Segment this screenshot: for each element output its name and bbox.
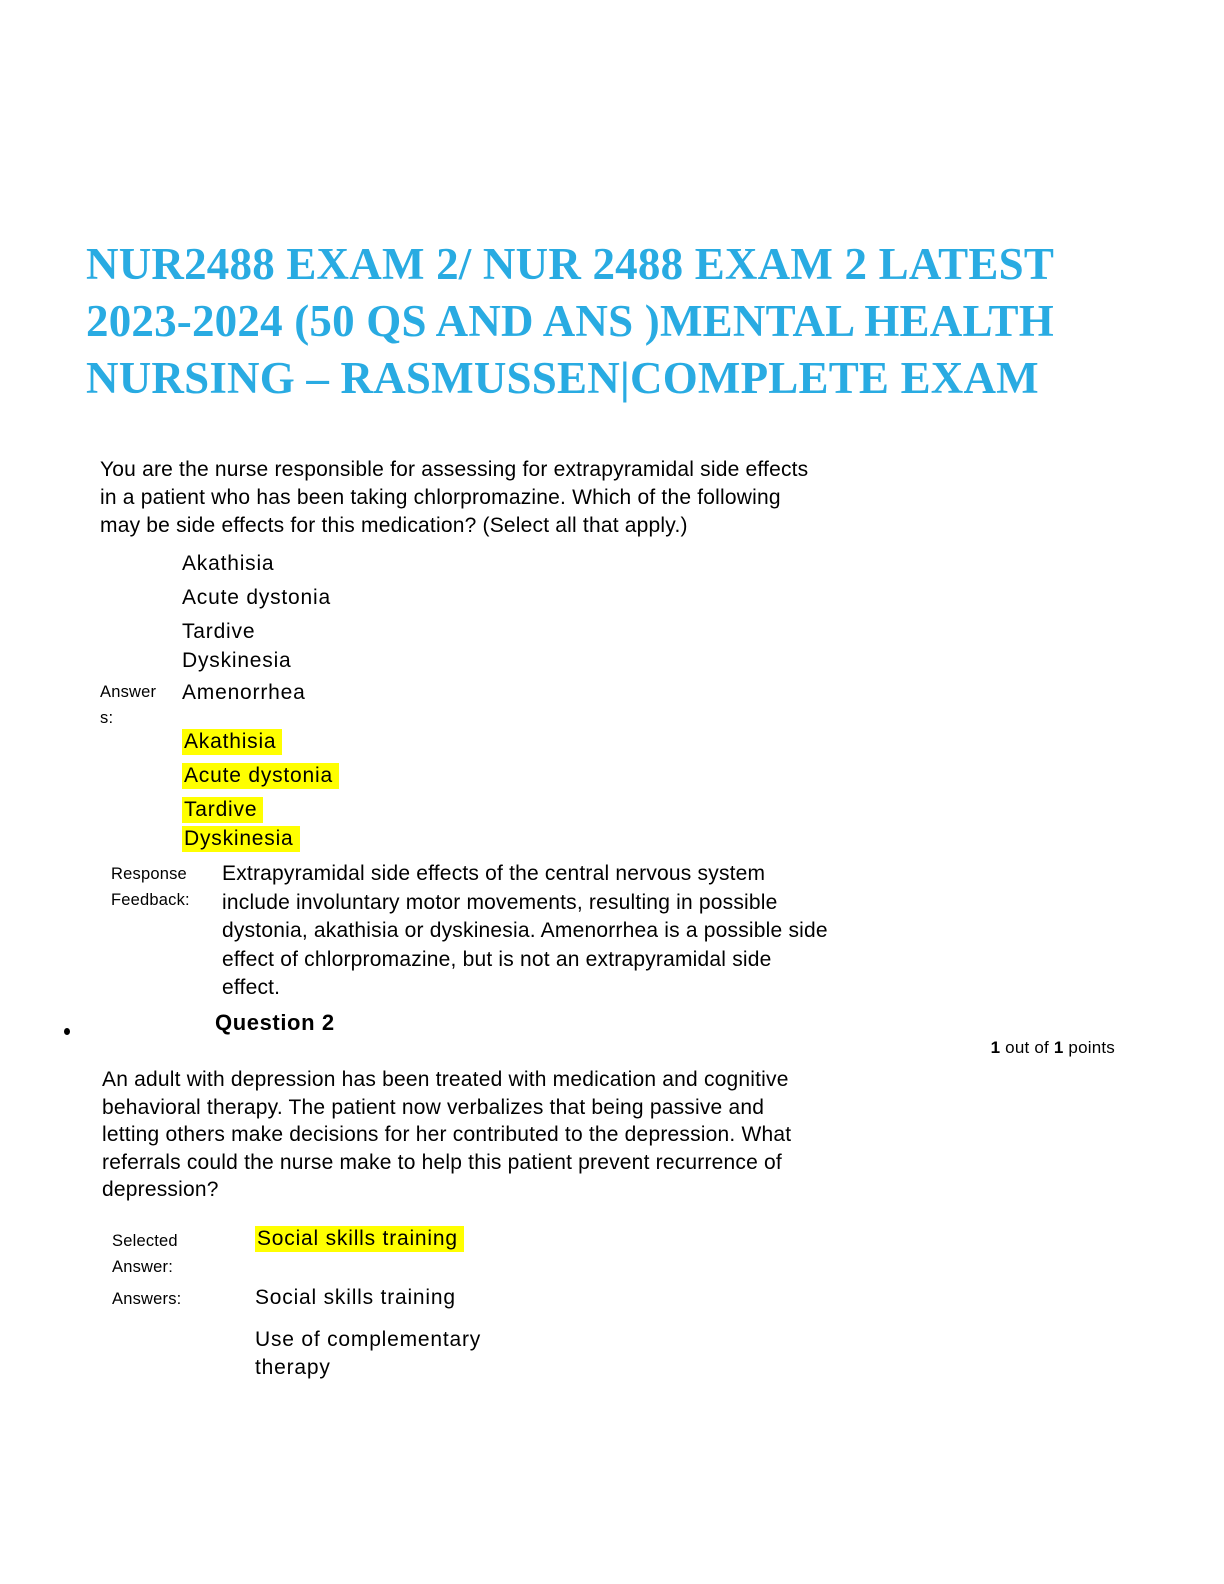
question-2-text-line: behavioral therapy. The patient now verbalizes that being passive and	[102, 1095, 765, 1119]
option-akathisia: Akathisia	[182, 552, 275, 575]
response-feedback-text	[222, 860, 828, 1003]
question-2-heading: Question 2	[215, 1010, 335, 1035]
highlight: Acute dystonia	[182, 763, 339, 789]
points-suffix: points	[1063, 1038, 1115, 1057]
points-indicator	[991, 1038, 1115, 1058]
question-2-text-line: letting others make decisions for her contributed to the depression. What	[102, 1123, 792, 1146]
answer-use-of-complementary-therapy: Use of complementary therapy	[255, 1328, 482, 1379]
question-2-text-line: referrals could the nurse make to help this patient prevent recurrence of	[102, 1150, 782, 1174]
title-line: 2023-2024 (50 QS AND ANS )MENTAL HEALTH	[86, 296, 1054, 346]
highlight: Akathisia	[182, 729, 282, 755]
correct-answer-tardive-dyskinesia	[182, 795, 352, 853]
points-earned: 1	[990, 1038, 1001, 1057]
feedback-line: effect of chlorpromazine, but is not an extrapyramidal side	[222, 947, 772, 971]
question-1-correct-answers	[182, 727, 352, 858]
points-separator: out of	[1000, 1038, 1054, 1057]
title-line: NUR2488 EXAM 2/ NUR 2488 EXAM 2 LATEST	[86, 239, 1055, 289]
feedback-line: dystonia, akathisia or dyskinesia. Amenorrhea is a possible side	[222, 919, 828, 942]
option-acute-dystonia: Acute dystonia	[182, 586, 331, 609]
question-2-text	[102, 1066, 791, 1204]
question-1-options	[182, 549, 352, 680]
answer-social-skills-training: Social skills training	[255, 1286, 456, 1309]
correct-answer-acute-dystonia	[182, 761, 352, 790]
highlight: Social skills training	[255, 1226, 464, 1252]
title-line: NURSING – RASMUSSEN|COMPLETE EXAM	[86, 353, 1039, 403]
selected-answer-label: Selected Answer:	[112, 1232, 178, 1276]
list-bullet-icon	[64, 1028, 70, 1035]
feedback-line: Extrapyramidal side effects of the central nervous system	[222, 862, 766, 885]
points-possible: 1	[1053, 1038, 1064, 1057]
option-tardive-dyskinesia: Tardive Dyskinesia	[182, 620, 292, 672]
highlight: Tardive Dyskinesia	[182, 797, 300, 852]
feedback-line: include involuntary motor movements, resulting in possible	[222, 890, 778, 914]
answers-label: Answers:	[100, 683, 157, 727]
question-1-text	[100, 456, 808, 540]
feedback-line: effect.	[222, 976, 281, 999]
question-2-text-line: An adult with depression has been treated with medication and cognitive	[102, 1068, 789, 1091]
question-2-text-line: depression?	[102, 1178, 219, 1201]
question-2-answers	[255, 1284, 535, 1396]
option-amenorrhea: Amenorrhea	[182, 681, 306, 704]
question-1-text-line: in a patient who has been taking chlorpromazine. Which of the following	[100, 486, 781, 509]
question-1-text-line: You are the nurse responsible for assessing for extrapyramidal side effects	[100, 458, 809, 481]
document-title	[86, 236, 1146, 407]
question-1-text-line: may be side effects for this medication? (Select all that apply.)	[100, 514, 688, 537]
correct-answer-akathisia	[182, 727, 352, 756]
selected-answer-value	[255, 1225, 464, 1253]
response-feedback-label: Response Feedback:	[111, 865, 190, 909]
answers-label: Answers:	[112, 1290, 182, 1308]
